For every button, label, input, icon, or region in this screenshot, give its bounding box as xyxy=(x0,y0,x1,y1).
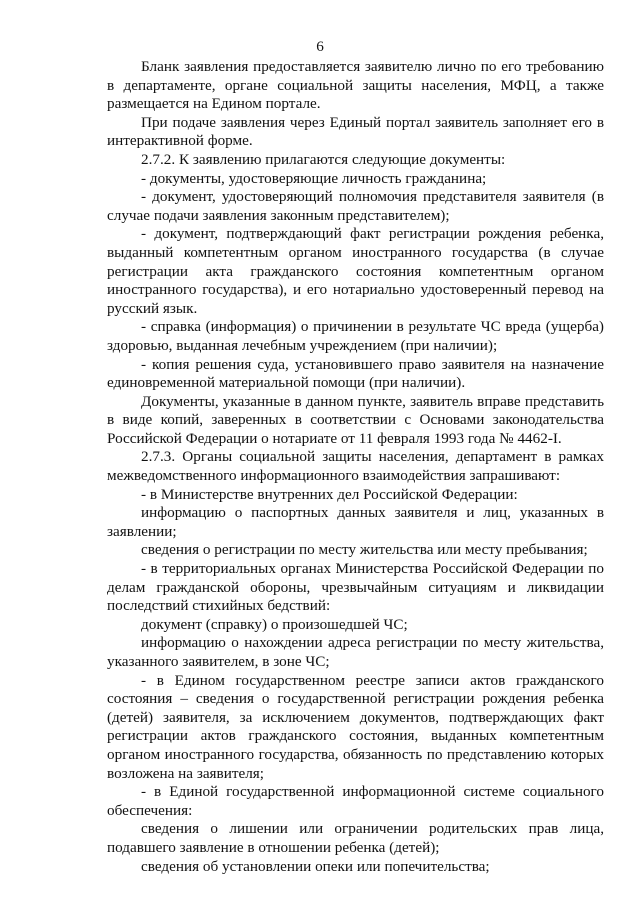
paragraph: 2.7.2. К заявлению прилагаются следующие документы: xyxy=(141,150,506,168)
paragraph: - документ, подтверждающий факт регистрации рождения ребенка, выданный компетентным органом иностранного государства (в случае регистрации акта гражданского состояния компетентным органом иностранного государства), и его нотариально удостоверенный перевод на русский язык. xyxy=(107,225,604,317)
paragraph: сведения о регистрации по месту жительства или месту пребывания; xyxy=(141,541,588,559)
paragraph: - документы, удостоверяющие личность гражданина; xyxy=(141,169,487,187)
paragraph: - в Министерстве внутренних дел Российской Федерации: xyxy=(141,485,518,503)
paragraph: Бланк заявления предоставляется заявителю лично по его требованию в департаменте, органе социальной защиты населения, МФЦ, а также размещается на Едином портале. xyxy=(107,58,604,113)
paragraph: Документы, указанные в данном пункте, заявитель вправе представить в виде копий, заверенных в соответствии с Основами законодательства Российской Федерации о нотариате от 11 февраля 1993 года № 4462-I. xyxy=(107,392,604,447)
paragraph: - в территориальных органах Министерства Российской Федерации по делам гражданской обороны, чрезвычайным ситуациям и ликвидации последствий стихийных бедствий: xyxy=(107,560,604,615)
paragraph: - в Едином государственном реестре записи актов гражданского состояния – сведения о государственной регистрации рождения ребенка (детей) заявителя, за исключением документов, подтверждающих факт регистрации актов гражданского состояния, выданных компетентным органом иностранного государства, обязанность по представлению которых возложена на заявителя; xyxy=(107,671,604,782)
paragraph: - в Единой государственной информационной системе социального обеспечения: xyxy=(107,783,604,819)
paragraph: 2.7.3. Органы социальной защиты населения, департамент в рамках межведомственного информационного взаимодействия запрашивают: xyxy=(107,448,604,485)
paragraph: сведения о лишении или ограничении родительских прав лица, подавшего заявление в отношении ребенка (детей); xyxy=(107,820,604,856)
paragraph: сведения об установлении опеки или попечительства; xyxy=(141,857,490,875)
paragraph: информацию о нахождении адреса регистрации по месту жительства, указанного заявителем, в зоне ЧС; xyxy=(107,634,604,670)
paragraph: информацию о паспортных данных заявителя и лиц, указанных в заявлении; xyxy=(107,504,604,540)
paragraph: документ (справку) о произошедшей ЧС; xyxy=(141,615,408,633)
paragraph: - документ, удостоверяющий полномочия представителя заявителя (в случае подачи заявления законным представителем); xyxy=(107,188,604,224)
paragraph: - копия решения суда, установившего право заявителя на назначение единовременной материальной помощи (при наличии). xyxy=(107,355,604,392)
document-body xyxy=(107,58,604,876)
page-number: 6 xyxy=(316,38,324,55)
paragraph: При подаче заявления через Единый портал заявитель заполняет его в интерактивной форме. xyxy=(107,113,604,150)
paragraph: - справка (информация) о причинении в результате ЧС вреда (ущерба) здоровью, выданная лечебным учреждением (при наличии); xyxy=(107,318,604,354)
